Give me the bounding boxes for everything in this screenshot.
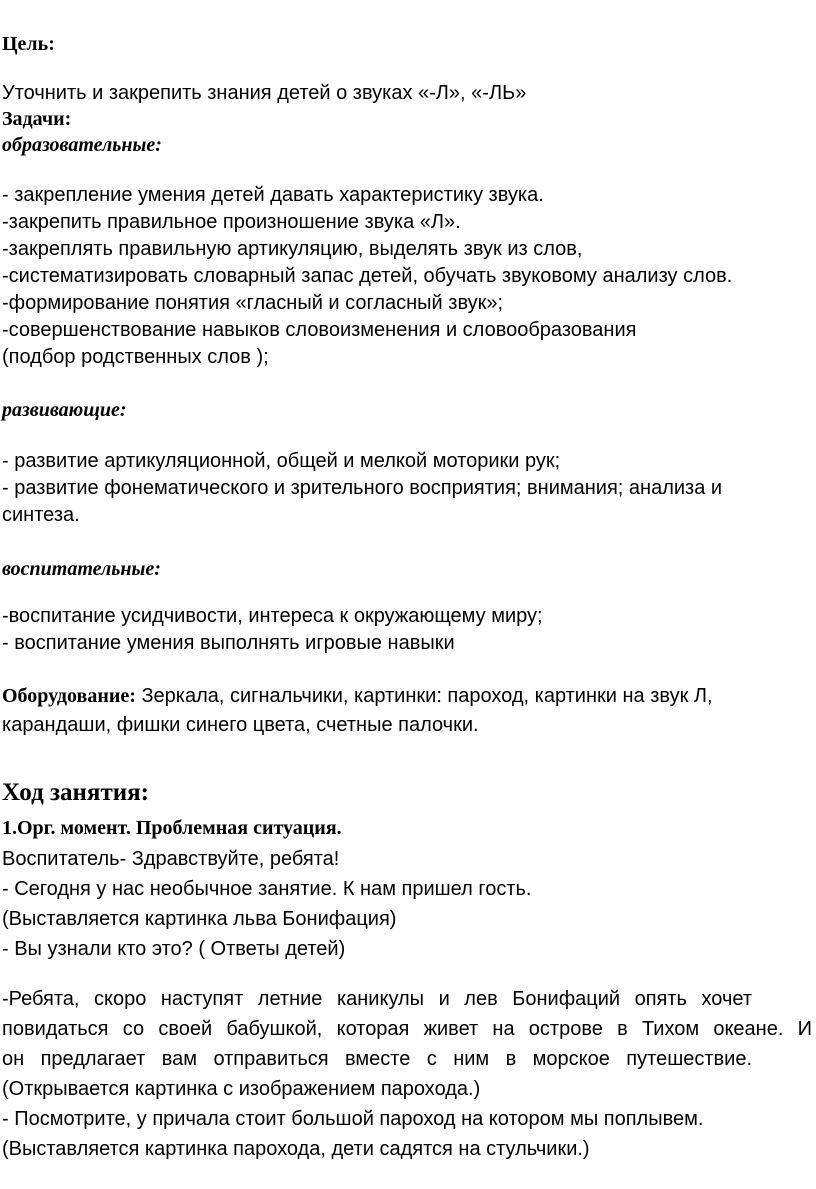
paragraph-line: - Посмотрите, у причала стоит большой пароход на котором мы поплывем. [2, 1108, 704, 1130]
developing-item: синтеза. [2, 504, 80, 526]
paragraph-line: -Ребята, скоро наступят летние каникулы и лев Бонифаций опять хочет [2, 988, 752, 1010]
developing-item: - развитие артикуляционной, общей и мелкой моторики рук; [2, 450, 561, 472]
paragraph-line: (Выставляется картинка парохода, дети садятся на стульчики.) [2, 1138, 590, 1160]
educational-item: -закрепить правильное произношение звука «Л». [2, 211, 461, 233]
developing-label: развивающие: [2, 399, 127, 421]
section-title: 1.Орг. момент. Проблемная ситуация. [2, 817, 342, 839]
educational-item: -закреплять правильную артикуляцию, выделять звук из слов, [2, 238, 583, 260]
goal-label: Цель: [2, 33, 55, 55]
lesson-line: - Вы узнали кто это? ( Ответы детей) [2, 938, 346, 960]
educational-item: -совершенствование навыков словоизменения и словообразования [2, 319, 637, 341]
educational-item: - закрепление умения детей давать характеристику звука. [2, 184, 544, 206]
educational-item: (подбор родственных слов ); [2, 346, 269, 368]
paragraph-line: (Открывается картинка с изображением парохода.) [2, 1078, 481, 1100]
paragraph-line: он предлагает вам отправиться вместе с ним в морское путешествие. [2, 1048, 752, 1070]
upbringing-item: - воспитание умения выполнять игровые навыки [2, 632, 455, 654]
lesson-line: Воспитатель- Здравствуйте, ребята! [2, 848, 340, 870]
lesson-heading: Ход занятия: [2, 779, 149, 806]
tasks-label: Задачи: [2, 108, 72, 130]
educational-label: образовательные: [2, 134, 162, 156]
upbringing-item: -воспитание усидчивости, интереса к окружающему миру; [2, 605, 543, 627]
lesson-line: - Сегодня у нас необычное занятие. К нам пришел гость. [2, 878, 532, 900]
equipment-text-cont: карандаши, фишки синего цвета, счетные палочки. [2, 714, 479, 736]
educational-item: -систематизировать словарный запас детей, обучать звуковому анализу слов. [2, 265, 733, 287]
goal-text: Уточнить и закрепить знания детей о звуках «-Л», «-ЛЬ» [2, 82, 527, 104]
equipment-label: Оборудование: [2, 685, 136, 707]
educational-item: -формирование понятия «гласный и согласный звук»; [2, 292, 504, 314]
lesson-line: (Выставляется картинка льва Бонифация) [2, 908, 397, 930]
upbringing-label: воспитательные: [2, 558, 161, 580]
developing-item: - развитие фонематического и зрительного восприятия; внимания; анализа и [2, 477, 723, 499]
paragraph-line: повидаться со своей бабушкой, которая живет на острове в Тихом океане. И [2, 1018, 812, 1040]
equipment-text: Зеркала, сигнальчики, картинки: пароход, картинки на звук Л, [135, 685, 713, 707]
equipment-line [2, 683, 713, 709]
